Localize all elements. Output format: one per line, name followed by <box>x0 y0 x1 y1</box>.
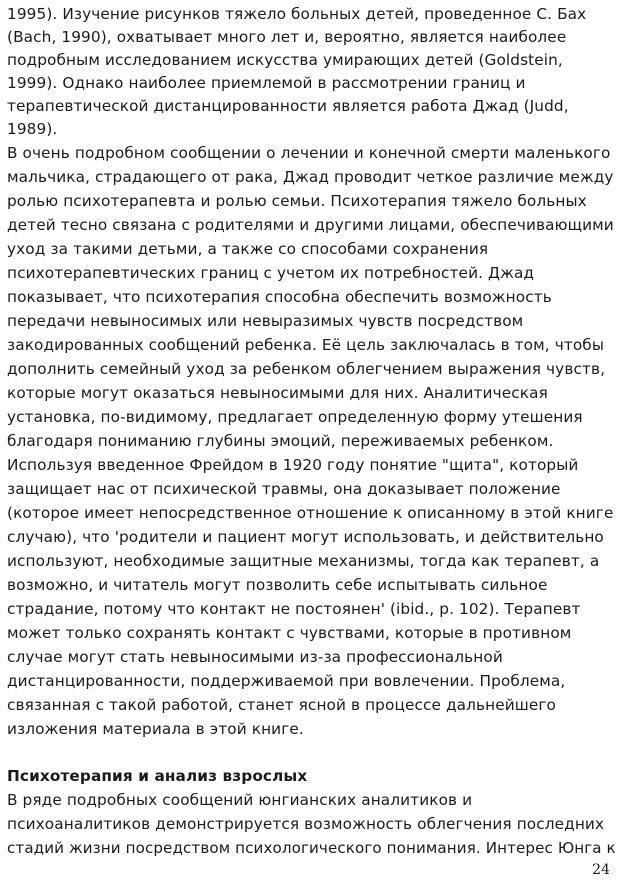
text-line: (которое имеет непосредственное отношение к описанному в этой книге <box>7 504 614 522</box>
text-line: 1995). Изучение рисунков тяжело больных детей, проведенное С. Бах <box>7 5 587 23</box>
text-line: В очень подробном сообщении о лечении и конечной смерти маленького <box>7 144 611 162</box>
text-line: благодаря пониманию глубины эмоций, переживаемых ребенком. <box>7 432 554 450</box>
text-line: защищает нас от психической травмы, она доказывает положение <box>7 480 561 498</box>
text-line: возможно, и читатель могут позволить себе испытывать сильное <box>7 576 548 594</box>
text-line: дистанцированности, поддерживаемой при вовлечении. Проблема, <box>7 672 566 690</box>
text-line: мальчика, страдающего от рака, Джад проводит четкое различие между <box>7 168 614 186</box>
text-line: показывает, что психотерапия способна обеспечить возможность <box>7 288 552 306</box>
text-line: передачи невыносимых или невыразимых чувств посредством <box>7 312 524 330</box>
text-line: Используя введенное Фрейдом в 1920 году понятие "щита", который <box>7 456 579 474</box>
text-line: связанная с такой работой, станет ясной в процессе дальнейшего <box>7 696 556 714</box>
text-line: психотерапевтических границ с учетом их потребностей. Джад <box>7 264 535 282</box>
text-line: (Bach, 1990), охватывает много лет и, вероятно, является наиболее <box>7 28 567 46</box>
text-line: подробным исследованием искусства умирающих детей (Goldstein, <box>7 51 563 69</box>
text-line: 1999). Однако наиболее приемлемой в рассмотрении границ и <box>7 74 526 92</box>
text-line: терапевтической дистанцированности является работа Джад (Judd, <box>7 97 569 115</box>
text-line: которые могут оказаться невыносимыми для них. Аналитическая <box>7 384 548 402</box>
text-line: закодированных сообщений ребенка. Её цель заключалась в том, чтобы <box>7 336 605 354</box>
text-line: случае могут стать невыносимыми из-за профессиональной <box>7 648 503 666</box>
text-line: изложения материала в этой книге. <box>7 720 304 738</box>
text-line: дополнить семейный уход за ребенком облегчением выражения чувств, <box>7 360 606 378</box>
section-heading: Психотерапия и анализ взрослых <box>7 767 308 785</box>
text-line: используют, необходимые защитные механизмы, тогда как терапевт, а <box>7 552 600 570</box>
text-line: может только сохранять контакт с чувствами, которые в противном <box>7 624 572 642</box>
text-line: стадий жизни посредством психологического понимания. Интерес Юнга к <box>7 839 616 857</box>
text-line: установка, по-видимому, предлагает определенную форму утешения <box>7 408 583 426</box>
text-line: психоаналитиков демонстрируется возможность облегчения последних <box>7 815 605 833</box>
text-line: детей тесно связана с родителями и другими лицами, обеспечивающими <box>7 216 614 234</box>
text-line: В ряде подробных сообщений юнгианских аналитиков и <box>7 791 473 809</box>
text-line: страдание, потому что контакт не постоянен' (ibid., p. 102). Терапевт <box>7 600 581 618</box>
text-line: уход за такими детьми, а также со способами сохранения <box>7 240 489 258</box>
text-line: случаю), что 'родители и пациент могут использовать, и действительно <box>7 528 604 546</box>
text-line: 1989). <box>7 120 58 138</box>
page-number: 24 <box>592 862 610 878</box>
text-line: ролью психотерапевта и ролью семьи. Психотерапия тяжело больных <box>7 192 587 210</box>
